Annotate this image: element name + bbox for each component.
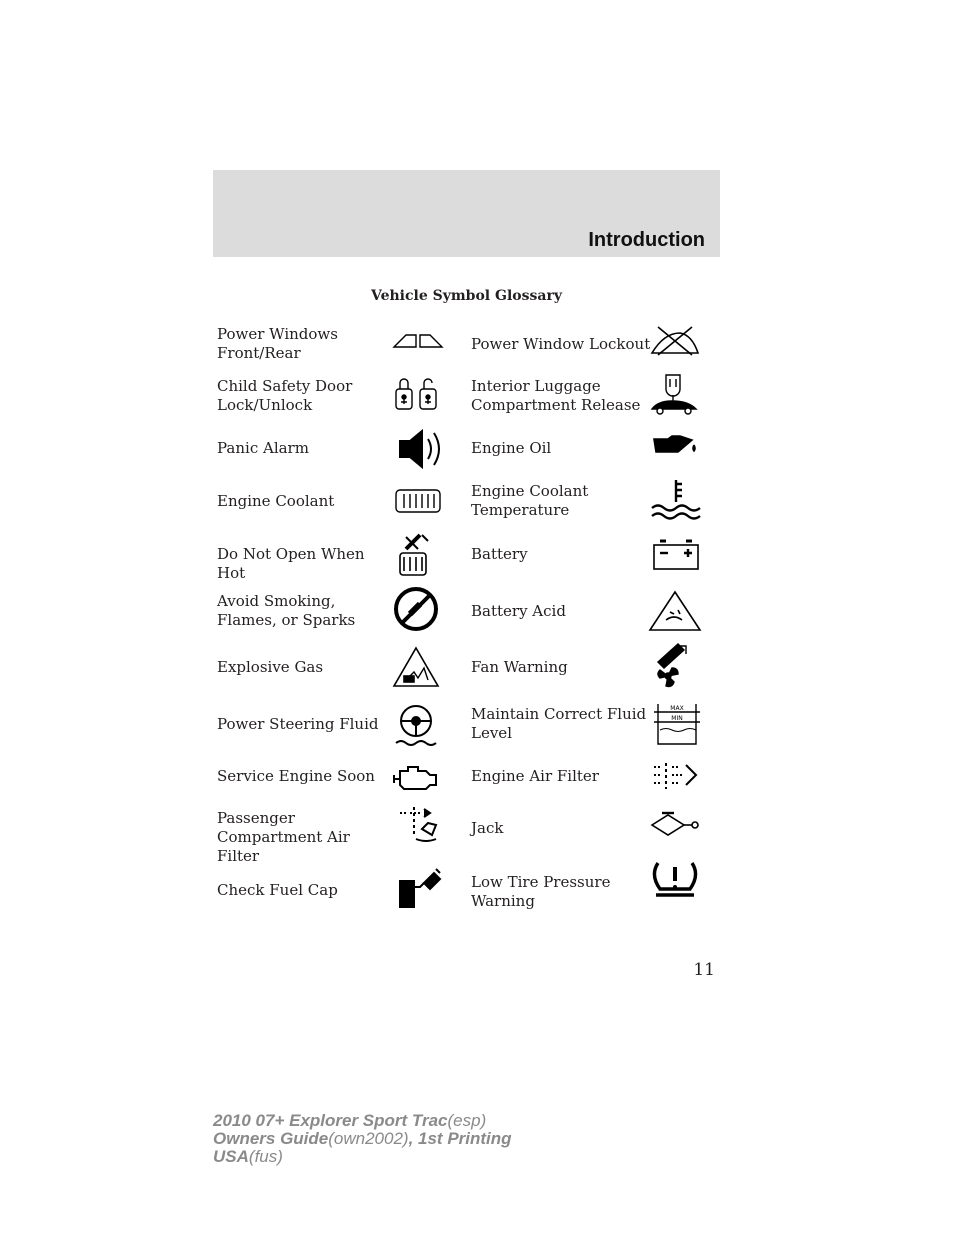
symbol-label: Power Windows Front/Rear (217, 325, 338, 362)
symbol-label: Battery Acid (471, 602, 566, 620)
symbol-label: Power Steering Fluid (217, 715, 379, 733)
symbol-label: Child Safety Door Lock/Unlock (217, 377, 353, 414)
fuel-cap-icon (392, 867, 446, 913)
explosive-gas-icon (392, 646, 446, 690)
engine-coolant-icon (392, 484, 446, 514)
air-filter-icon (648, 759, 702, 793)
footer-guide: Owners Guide (213, 1129, 329, 1148)
symbol-label: Battery (471, 545, 528, 563)
symbol-label: Panic Alarm (217, 439, 309, 457)
symbol-label: Check Fuel Cap (217, 881, 338, 899)
section-header-band (213, 170, 720, 257)
footer-model-code: (esp) (447, 1111, 487, 1130)
power-windows-icon (392, 333, 446, 349)
symbol-label: Jack (471, 819, 504, 837)
fan-warning-icon (648, 642, 702, 690)
section-title: Introduction (588, 229, 705, 251)
no-smoking-icon (392, 584, 446, 634)
symbol-label: Maintain Correct Fluid Level (471, 705, 647, 742)
symbol-label: Engine Coolant (217, 492, 335, 510)
symbol-label: Fan Warning (471, 658, 568, 676)
fluid-min-label: MIN (671, 715, 683, 722)
footer-market: USA (213, 1147, 249, 1166)
symbol-label: Low Tire Pressure Warning (471, 873, 611, 910)
footer-model: 2010 07+ Explorer Sport Trac (213, 1111, 448, 1130)
symbol-label: Engine Oil (471, 439, 552, 457)
cabin-air-filter-icon (392, 803, 446, 851)
child-lock-icon (392, 377, 446, 411)
symbol-label: Engine Coolant Temperature (471, 482, 589, 519)
footer-guide-code: (own2002) (328, 1129, 409, 1148)
luggage-release-icon (648, 373, 702, 417)
fluid-max-label: MAX (670, 705, 684, 712)
symbol-label: Passenger Compartment Air Filter (217, 809, 350, 865)
jack-icon (648, 811, 702, 839)
symbol-label: Service Engine Soon (217, 767, 375, 785)
footer-printing: , 1st Printing (408, 1129, 512, 1148)
power-steering-icon (392, 703, 446, 751)
symbol-label: Avoid Smoking, Flames, or Sparks (217, 592, 356, 629)
service-engine-icon (392, 761, 446, 793)
battery-icon (648, 539, 702, 571)
engine-oil-icon (648, 431, 702, 457)
fluid-level-icon (648, 702, 702, 746)
symbol-label: Engine Air Filter (471, 767, 599, 785)
symbol-label: Explosive Gas (217, 658, 324, 676)
tire-pressure-icon (648, 857, 702, 901)
battery-acid-icon (648, 590, 702, 632)
page-number: 11 (693, 960, 715, 980)
window-lockout-icon (648, 325, 702, 357)
print-footer (213, 1112, 512, 1166)
glossary-title: Vehicle Symbol Glossary (371, 288, 562, 304)
coolant-temperature-icon (648, 476, 702, 520)
symbol-label: Power Window Lockout (471, 335, 651, 353)
symbol-label: Interior Luggage Compartment Release (471, 377, 641, 414)
footer-market-code: (fus) (248, 1147, 283, 1166)
symbol-label: Do Not Open When Hot (217, 545, 365, 582)
do-not-open-hot-icon (392, 531, 446, 579)
panic-alarm-icon (392, 427, 446, 471)
